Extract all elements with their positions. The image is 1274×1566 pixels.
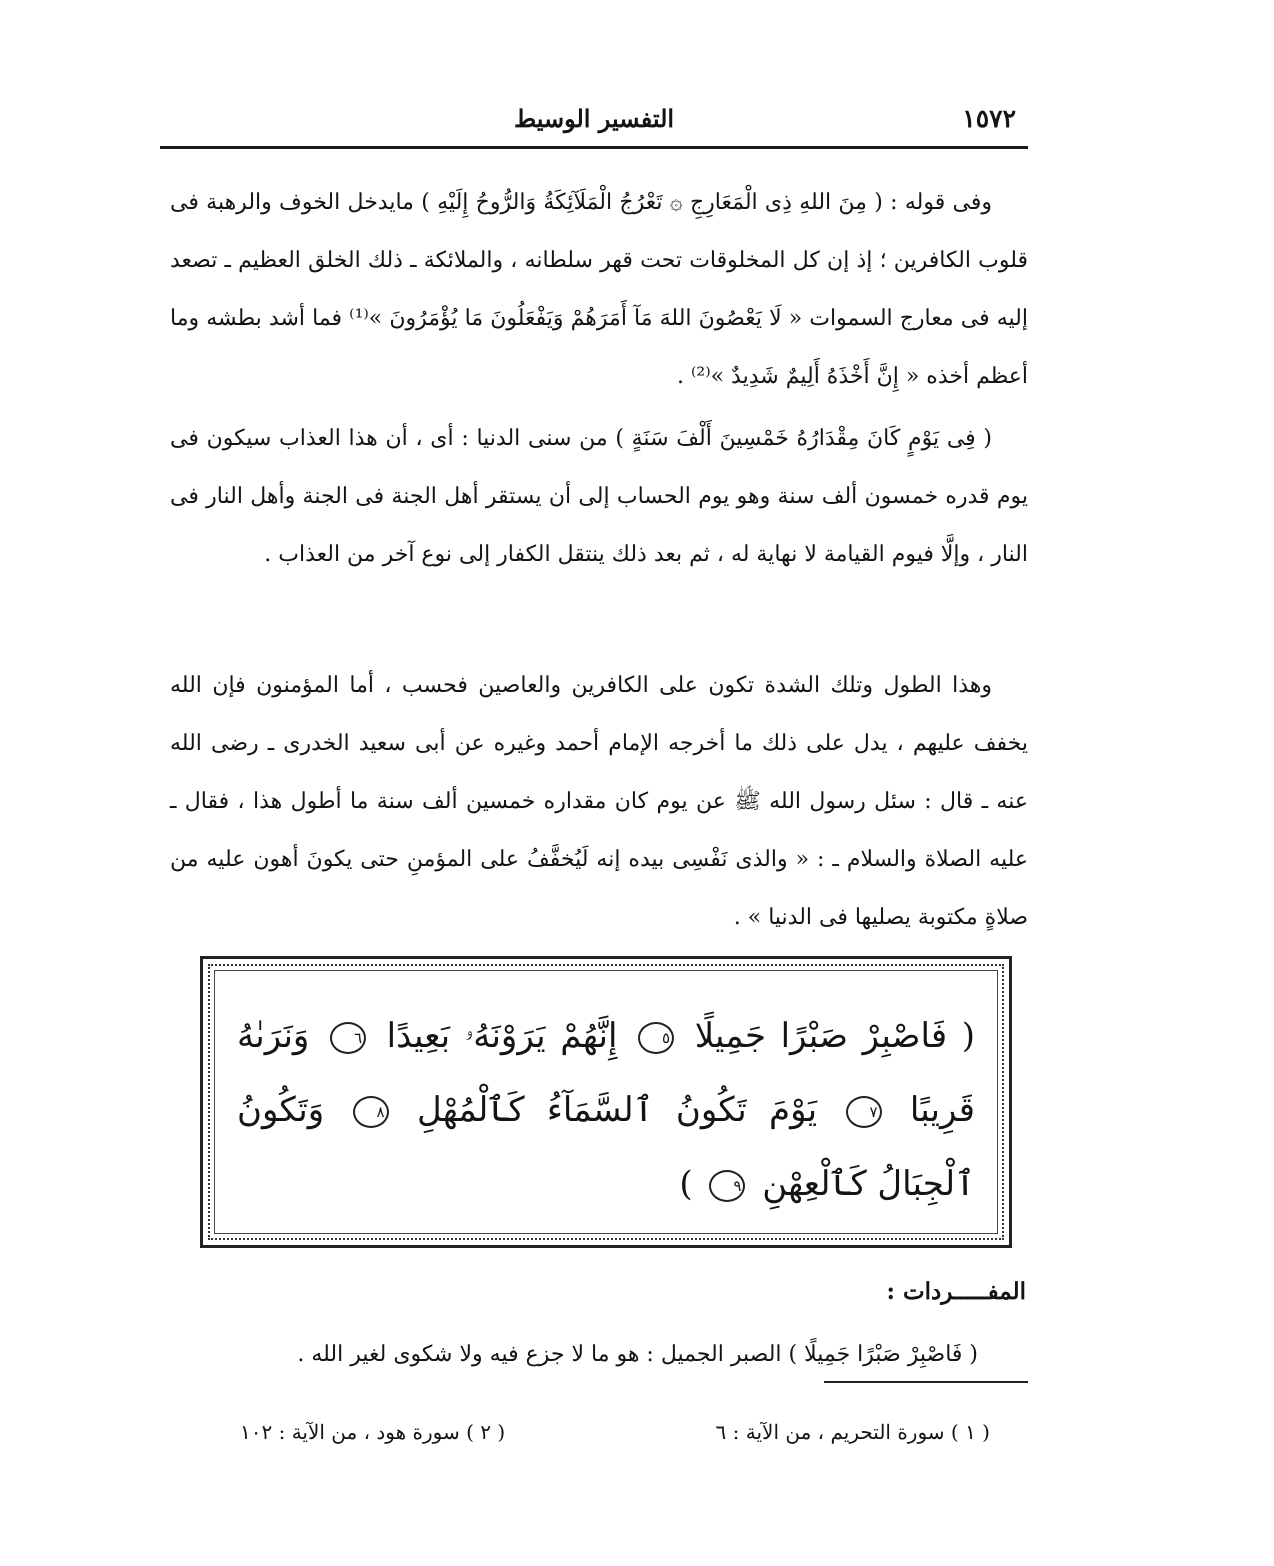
- verse-text: يَوْمَ تَكُونُ ٱلسَّمَآءُ كَٱلْمُهْلِ: [416, 1090, 818, 1130]
- vocabulary-heading: المفـــــردات :: [886, 1278, 1026, 1305]
- footnote-1: ( ١ ) سورة التحريم ، من الآية : ٦: [715, 1420, 990, 1444]
- verse-text: فَاصْبِرْ صَبْرًا جَمِيلًا: [694, 1016, 948, 1056]
- running-title: التفسير الوسيط: [513, 104, 675, 133]
- verse-text: وَنَرَىٰهُ قَرِيبًا: [237, 1016, 976, 1130]
- vocabulary-entry: ( فَاصْبِرْ صَبْرًا جَمِيلًا ) الصبر الجميل : هو ما لا جزع فيه ولا شكوى لغير الله .: [297, 1342, 978, 1367]
- verse-close-bracket: ): [679, 1164, 693, 1204]
- footnote-separator: [824, 1381, 1028, 1383]
- verse-text: إِنَّهُمْ يَرَوْنَهُۥ بَعِيدًا: [386, 1016, 618, 1056]
- verse-text: وَتَكُونُ ٱلْجِبَالُ كَٱلْعِهْنِ: [237, 1090, 975, 1204]
- quran-verses: [237, 999, 975, 1221]
- page-header: [160, 100, 1028, 149]
- quran-verse-frame: [200, 956, 1012, 1248]
- verse-open-bracket: (: [961, 1016, 976, 1056]
- paragraph-3: وهذا الطول وتلك الشدة تكون على الكافرين والعاصين فحسب ، أما المؤمنون فإن الله يخفف عليهم ، يدل على ذلك ما أخرجه الإمام أحمد وغيره عن أبى سعيد الخدرى ـ رضى الله عنه ـ قال : سئل رسول الله ﷺ عن يوم كان مقداره خمسين ألف سنة ما أطول هذا ، فقال ـ عليه الصلاة والسلام ـ : « والذى نَفْسِى بيده إنه لَيُخفَّفُ على المؤمنِ حتى يكونَ أهون عليه من صلاةٍ مكتوبة يصليها فى الدنيا » .: [170, 673, 1028, 930]
- ayah-number-marker: ٩: [709, 1170, 745, 1202]
- footnote-2: ( ٢ ) سورة هود ، من الآية : ١٠٢: [240, 1420, 506, 1444]
- paragraph-2: ( فِى يَوْمٍ كَانَ مِقْدَارُهُ خَمْسِينَ أَلْفَ سَنَةٍ ) من سنى الدنيا : أى ، أن هذا العذاب سيكون فى يوم قدره خمسون ألف سنة وهو يوم الحساب إلى أن يستقر أهل الجنة فى الجنة وأهل النار فى النار ، وإلَّا فيوم القيامة لا نهاية له ، ثم بعد ذلك ينتقل الكفار إلى نوع آخر من العذاب .: [170, 426, 1028, 567]
- ayah-number-marker: ٨: [353, 1096, 389, 1128]
- page-number: ١٥٧٢: [962, 104, 1016, 133]
- ayah-number-marker: ٧: [846, 1096, 882, 1128]
- ayah-number-marker: ٦: [330, 1022, 366, 1054]
- ayah-number-marker: ٥: [638, 1022, 674, 1054]
- paragraph-1: وفى قوله : ( مِنَ اللهِ ذِى الْمَعَارِجِ ۞ تَعْرُجُ الْمَلَآئِكَةُ وَالرُّوحُ إِلَيْهِ ) مايدخل الخوف والرهبة فى قلوب الكافرين ؛ إذ إن كل المخلوقات تحت قهر سلطانه ، والملائكة ـ ذلك الخلق العظيم ـ تصعد إليه فى معارج السموات « لَا يَعْصُونَ اللهَ مَآ أَمَرَهُمْ وَيَفْعَلُونَ مَا يُؤْمَرُونَ »⁽¹⁾ فما أشد بطشه وما أعظم أخذه « إِنَّ أَخْذَهُ أَلِيمٌ شَدِيدٌ »⁽²⁾ .: [170, 190, 1028, 389]
